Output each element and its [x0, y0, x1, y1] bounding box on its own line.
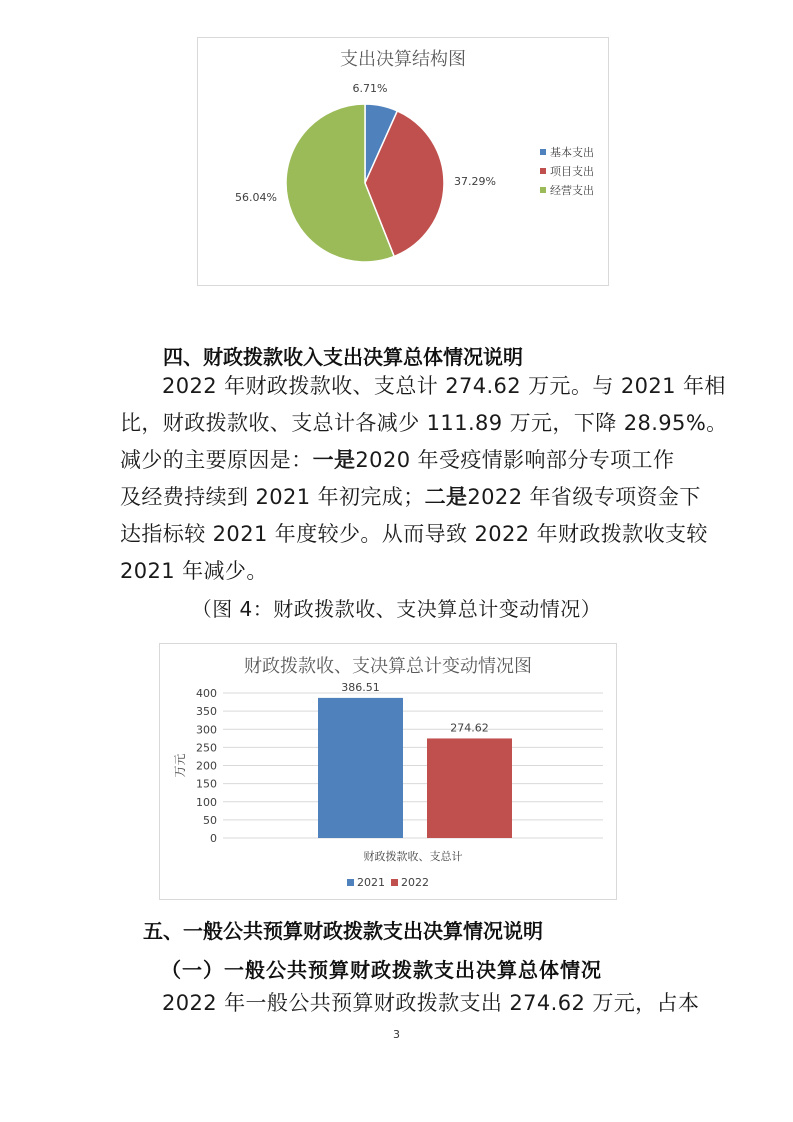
bar-data-label-2022: 274.62 — [450, 721, 489, 735]
pie-data-label-2: 37.29% — [454, 175, 496, 188]
bar-y-tick-0: 0 — [210, 832, 217, 845]
pie-data-label-1: 6.71% — [352, 82, 388, 95]
bar-chart-title: 财政拨款收、支决算总计变动情况图 — [244, 656, 532, 677]
bar-chart — [160, 644, 616, 899]
pie-chart — [198, 38, 608, 285]
bar-category-label: 财政拨款收、支总计 — [363, 850, 463, 863]
bar-2021 — [318, 698, 403, 838]
pie-chart-title: 支出决算结构图 — [340, 49, 466, 70]
pie-legend-swatch-2 — [540, 168, 546, 174]
bar-y-tick-6: 300 — [196, 723, 217, 737]
pie-chart-frame — [197, 37, 609, 286]
bar-y-tick-5: 250 — [196, 741, 217, 755]
bar-y-tick-4: 200 — [196, 759, 217, 773]
pie-legend-label-2: 项目支出 — [550, 165, 594, 178]
section-5-heading: 五、一般公共预算财政拨款支出决算情况说明 — [143, 919, 543, 943]
section-4-heading: 四、财政拨款收入支出决算总体情况说明 — [163, 345, 523, 369]
section-4-line-1: 2022 年财政拨款收、支总计 274.62 万元。与 2021 年相 — [162, 374, 726, 398]
pie-data-label-3: 56.04% — [235, 191, 277, 204]
bar-legend-label-2021: 2021 — [357, 876, 385, 889]
pie-legend-label-3: 经营支出 — [550, 184, 594, 197]
bar-data-label-2021: 386.51 — [341, 680, 380, 694]
bar-legend-label-2022: 2022 — [401, 876, 429, 889]
bar-y-tick-2: 100 — [196, 795, 217, 809]
section-5-line-1: 2022 年一般公共预算财政拨款支出 274.62 万元，占本 — [162, 991, 700, 1015]
page-number: 3 — [393, 1028, 400, 1041]
pie-legend-swatch-1 — [540, 149, 546, 155]
line-4-text: 及经费持续到 2021 年初完成； — [120, 485, 425, 509]
line-4-bold: 二是 — [424, 485, 468, 509]
line-4-text-2: 2022 年省级专项资金下 — [467, 485, 701, 509]
section-4-line-4 — [120, 483, 701, 511]
bar-y-tick-7: 350 — [196, 705, 217, 719]
bar-chart-frame — [159, 643, 617, 900]
section-4-line-2: 比，财政拨款收、支总计各减少 111.89 万元，下降 28.95%。 — [120, 411, 728, 435]
bar-y-axis-label: 万元 — [173, 753, 187, 778]
figure-4-caption: （图 4：财政拨款收、支决算总计变动情况） — [191, 597, 602, 621]
bar-legend-swatch-2022 — [391, 879, 398, 886]
bar-y-tick-1: 50 — [203, 813, 217, 827]
line-3-text-2: 2020 年受疫情影响部分专项工作 — [355, 448, 675, 472]
bar-legend-swatch-2021 — [347, 879, 354, 886]
pie-legend-swatch-3 — [540, 187, 546, 193]
bar-y-tick-8: 400 — [196, 687, 217, 700]
line-3-text: 减少的主要原因是： — [120, 448, 313, 472]
pie-legend-label-1: 基本支出 — [550, 146, 594, 159]
section-5-subheading: （一）一般公共预算财政拨款支出决算总体情况 — [161, 958, 602, 982]
section-4-line-3 — [120, 446, 675, 474]
bar-y-tick-3: 150 — [196, 777, 217, 791]
line-3-bold: 一是 — [312, 448, 356, 472]
section-4-line-5: 达指标较 2021 年度较少。从而导致 2022 年财政拨款收支较 — [120, 522, 708, 546]
section-4-line-6: 2021 年减少。 — [120, 559, 268, 583]
bar-2022 — [427, 738, 512, 838]
